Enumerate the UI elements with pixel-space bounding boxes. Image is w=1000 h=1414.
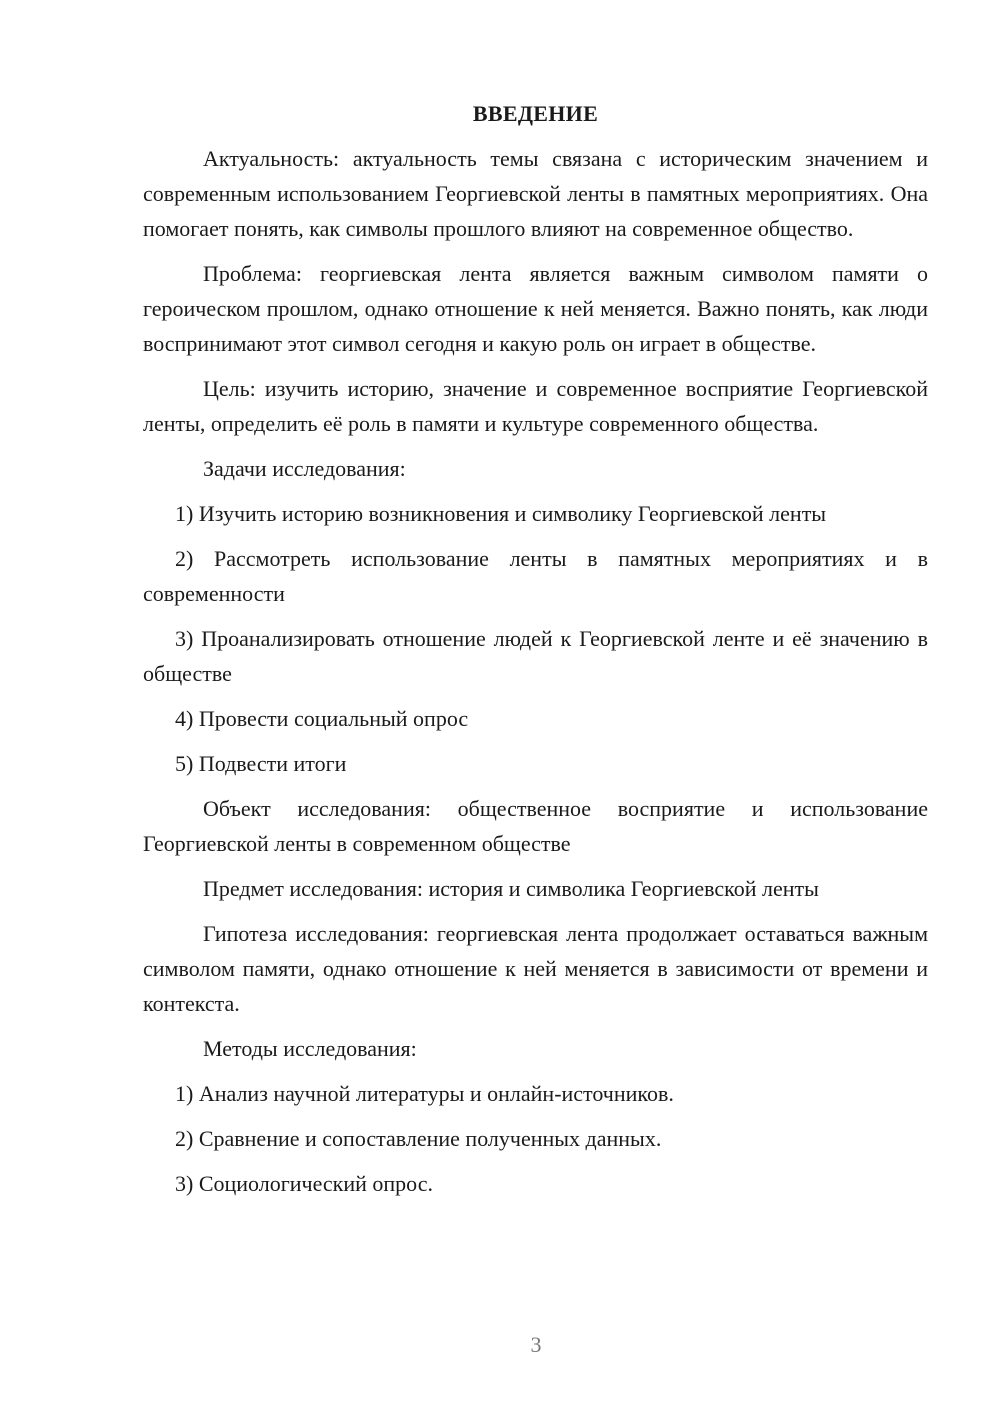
document-body [143, 96, 928, 1211]
object-paragraph: Объект исследования: общественное восприятие и использование Георгиевской ленты в современном обществе [143, 796, 928, 856]
task-item: 3) Проанализировать отношение людей к Георгиевской ленте и её значению в обществе [143, 626, 928, 686]
method-item: 2) Сравнение и сопоставление полученных данных. [175, 1126, 662, 1151]
task-item: 5) Подвести итоги [175, 751, 347, 776]
problem-paragraph: Проблема: георгиевская лента является важным символом памяти о героическом прошлом, однако отношение к ней меняется. Важно понять, как люди воспринимают этот символ сегодня и какую роль он играет в обществе. [143, 261, 928, 356]
page-number: 3 [530, 1332, 542, 1357]
task-item: 2) Рассмотреть использование ленты в памятных мероприятиях и в современности [143, 546, 928, 606]
tasks-heading: Задачи исследования: [203, 456, 406, 481]
relevance-paragraph: Актуальность: актуальность темы связана с историческим значением и современным использованием Георгиевской ленты в памятных мероприятиях. Она помогает понять, как символы прошлого влияют на современное общество. [143, 146, 928, 241]
method-item: 3) Социологический опрос. [175, 1171, 433, 1196]
task-item: 4) Провести социальный опрос [175, 706, 469, 731]
subject-paragraph: Предмет исследования: история и символика Георгиевской ленты [203, 876, 819, 901]
method-item: 1) Анализ научной литературы и онлайн-источников. [175, 1081, 674, 1106]
hypothesis-paragraph: Гипотеза исследования: георгиевская лента продолжает оставаться важным символом памяти, однако отношение к ней меняется в зависимости от времени и контекста. [143, 921, 928, 1016]
methods-heading: Методы исследования: [203, 1036, 417, 1061]
section-title: ВВЕДЕНИЕ [472, 101, 599, 126]
goal-paragraph: Цель: изучить историю, значение и современное восприятие Георгиевской ленты, определить её роль в памяти и культуре современного общества. [143, 376, 928, 436]
task-item: 1) Изучить историю возникновения и символику Георгиевской ленты [175, 501, 827, 526]
